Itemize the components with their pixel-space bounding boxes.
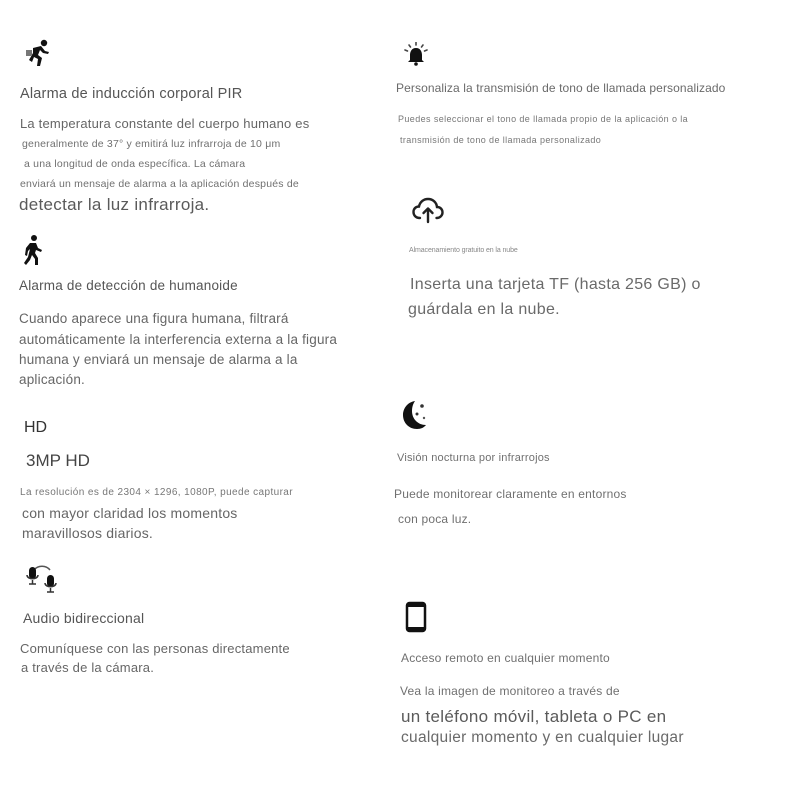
smartphone-icon xyxy=(405,601,427,633)
feature-title: Almacenamiento gratuito en la nube xyxy=(409,247,518,254)
feature-title: Acceso remoto en cualquier momento xyxy=(401,651,610,665)
feature-desc-line: La resolución es de 2304 × 1296, 1080P, puede capturar xyxy=(20,487,294,498)
feature-title: Alarma de detección de humanoide xyxy=(19,278,238,293)
feature-desc-line: un teléfono móvil, tableta o PC en xyxy=(401,707,667,726)
feature-title: 3MP HD xyxy=(26,451,90,470)
feature-desc-line: a una longitud de onda específica. La cámara xyxy=(24,158,246,170)
hd-icon: HD xyxy=(24,419,48,436)
feature-desc-line: enviará un mensaje de alarma a la aplicación después de xyxy=(20,178,299,190)
feature-desc-line: Puede monitorear claramente en entornos xyxy=(394,487,627,501)
feature-desc-line: La temperatura constante del cuerpo humano es xyxy=(20,116,310,131)
feature-desc-line: Inserta una tarjeta TF (hasta 256 GB) o xyxy=(410,276,701,293)
feature-desc-line: maravillosos diarios. xyxy=(22,525,154,541)
feature-desc-line: humana y enviará un mensaje de alarma a la xyxy=(19,352,298,367)
feature-desc-line: Comuníquese con las personas directamente xyxy=(20,641,290,656)
feature-desc-line: transmisión de tono de llamada personalizado xyxy=(400,135,602,145)
walking-person-icon xyxy=(22,234,44,266)
feature-desc-line: aplicación. xyxy=(19,372,85,387)
feature-desc-line: Vea la imagen de monitoreo a través de xyxy=(400,684,620,698)
two-way-microphone-icon xyxy=(24,564,64,598)
running-person-icon xyxy=(24,38,52,68)
feature-desc-line: Puedes seleccionar el tono de llamada propio de la aplicación o la xyxy=(398,114,689,124)
feature-desc-line: con poca luz. xyxy=(398,512,472,526)
feature-desc-line: detectar la luz infrarroja. xyxy=(19,195,210,214)
feature-title: Personaliza la transmisión de tono de llamada personalizado xyxy=(396,81,726,95)
bell-ringing-icon xyxy=(403,42,429,68)
cloud-upload-icon xyxy=(411,196,445,224)
feature-desc-line: Cuando aparece una figura humana, filtrará xyxy=(19,311,289,326)
feature-desc-line: cualquier momento y en cualquier lugar xyxy=(401,729,684,746)
feature-desc-line: automáticamente la interferencia externa a la figura xyxy=(19,332,338,347)
feature-title: Alarma de inducción corporal PIR xyxy=(20,86,243,102)
feature-desc-line: con mayor claridad los momentos xyxy=(22,505,238,521)
feature-title: Visión nocturna por infrarrojos xyxy=(397,452,550,464)
feature-desc-line: a través de la cámara. xyxy=(21,660,155,675)
feature-title: Audio bidireccional xyxy=(23,610,145,626)
feature-desc-line: guárdala en la nube. xyxy=(408,301,560,318)
moon-stars-icon xyxy=(400,398,430,432)
feature-desc-line: generalmente de 37° y emitirá luz infrarroja de 10 μm xyxy=(22,138,281,150)
